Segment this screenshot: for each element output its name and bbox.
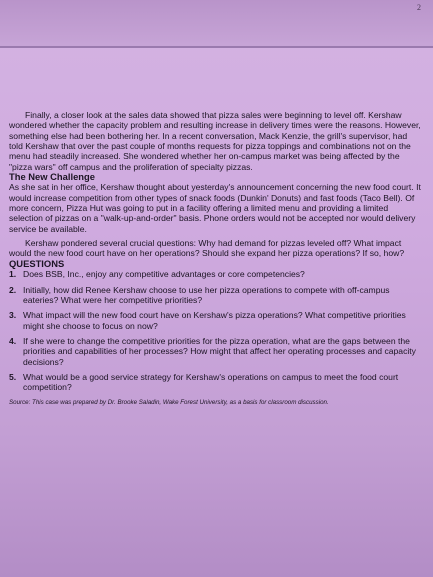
question-number: 5.: [9, 371, 17, 382]
question-text: If she were to change the competitive priorities for the pizza operation, what are the gaps between the priorities and capabilities of her processes? How might that affect her operating processes and capacity decisions?: [23, 335, 416, 367]
question-item: [9, 285, 423, 306]
challenge-paragraph-1: As she sat in her office, Kershaw thought about yesterday's announcement concerning the new food court. It would increase competition from other types of snack foods (Dunkin' Donuts) and fast foods (Taco Bell). Of more concern, Pizza Hut was going to put in a facility offering a limited menu and providing a limited selection of pizzas on a "walk-up-and-order" basis. Phone orders would not be accepted nor would delivery service be available.: [9, 182, 421, 234]
divider-line: [0, 46, 433, 48]
question-item: [9, 269, 423, 279]
questions-heading: QUESTIONS: [9, 257, 65, 269]
top-band: [0, 0, 433, 48]
challenge-heading: The New Challenge: [9, 171, 95, 183]
question-item: [9, 310, 423, 331]
intro-paragraph: Finally, a closer look at the sales data showed that pizza sales were beginning to level off. Kershaw wondered whether the capacity problem and resulting increase in delivery times were the reasons. However, something else had been bothering her. In a recent conversation, Mack Kenzie, the grill's supervisor, had told Kershaw that over the past couple of months requests for pizza toppings and combinations not on the menu had steadily increased. She wondered whether her on-campus market was being affected by the "pizza wars" off campus and the proliferation of specialty pizzas.: [9, 110, 421, 172]
question-number: 4.: [9, 335, 17, 346]
question-text: What would be a good service strategy for Kershaw's operations on campus to meet the food court competition?: [23, 371, 399, 393]
question-number: 1.: [9, 269, 17, 280]
question-item: [9, 336, 423, 367]
source-note: Source: This case was prepared by Dr. Brooke Saladin, Wake Forest University, as a basis for classroom discussion.: [9, 398, 329, 406]
question-number: 3.: [9, 310, 17, 321]
case-text: [9, 110, 423, 408]
question-text: What impact will the new food court have on Kershaw's pizza operations? What competitive priorities might she choose to focus on now?: [23, 310, 406, 331]
page-number: 2: [417, 3, 421, 12]
question-text: Does BSB, Inc., enjoy any competitive advantages or core competencies?: [23, 269, 305, 280]
question-text: Initially, how did Renee Kershaw choose to use her pizza operations to compete with off-campus eateries? What were her competitive priorities?: [23, 284, 390, 305]
question-number: 2.: [9, 284, 17, 295]
question-item: [9, 372, 423, 393]
challenge-paragraph-2: Kershaw pondered several crucial questions: Why had demand for pizzas leveled off? What impact would the new food court have on her operations? Should she expand her pizza operations? If so, how?: [9, 238, 405, 259]
